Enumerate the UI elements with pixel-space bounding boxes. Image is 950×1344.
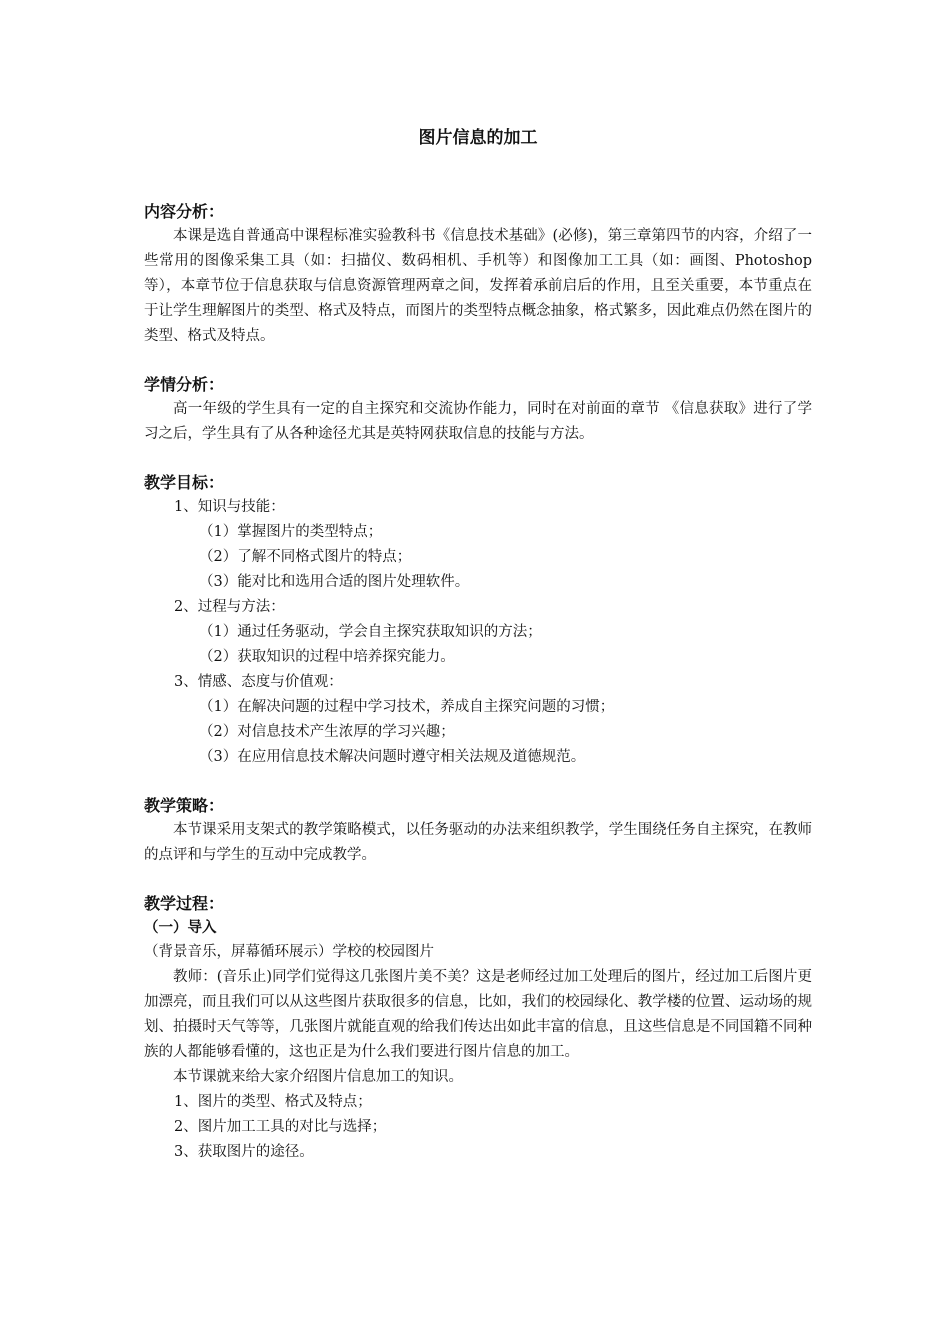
goal-item: 1、知识与技能： — [174, 499, 285, 515]
lesson-point: 3、获取图片的途径。 — [174, 1144, 314, 1160]
student-analysis-paragraph: 高一年级的学生具有一定的自主探究和交流协作能力，同时在对前面的章节 《信息获取》进行了学习之后，学生具有了从各种途径尤其是英特网获取信息的技能与方法。 — [144, 401, 812, 442]
goal-subitem: （3）在应用信息技术解决问题时遵守相关法规及道德规范。 — [199, 749, 586, 765]
teaching-strategy-paragraph: 本节课采用支架式的教学策略模式，以任务驱动的办法来组织教学，学生围绕任务自主探究，在教师的点评和与学生的互动中完成教学。 — [144, 822, 812, 863]
section-heading-student-analysis: 学情分析： — [144, 375, 225, 394]
content-analysis-paragraph: 本课是选自普通高中课程标准实验教科书《信息技术基础》(必修)，第三章第四节的内容，介绍了一些常用的图像采集工具（如：扫描仪、数码相机、手机等）和图像加工工具（如：画图、Photoshop 等），本章节位于信息获取与信息资源管理两章之间，发挥着承前启后的作用，且至关重要，本节重点在于让学生理解图片的类型、格式及特点，而图片的类型特点概念抽象，格式繁多，因此难点仍然在图片的类型、格式及特点。 — [144, 228, 812, 344]
goal-subitem: （2）获取知识的过程中培养探究能力。 — [199, 649, 455, 665]
section-heading-content-analysis: 内容分析： — [144, 202, 225, 221]
goal-subitem: （2）对信息技术产生浓厚的学习兴趣； — [199, 724, 455, 740]
goal-subitem: （2）了解不同格式图片的特点； — [199, 549, 412, 565]
goal-subitem: （1）通过任务驱动，学会自主探究获取知识的方法； — [199, 624, 542, 640]
lesson-point: 2、图片加工工具的对比与选择； — [174, 1119, 387, 1135]
process-background-note: （背景音乐，屏幕循环展示）学校的校园图片 — [144, 944, 434, 960]
section-heading-teaching-process: 教学过程： — [144, 894, 225, 913]
section-heading-teaching-strategy: 教学策略： — [144, 796, 225, 815]
teacher-speech-paragraph: 教师：(音乐止)同学们觉得这几张图片美不美？这是老师经过加工处理后的图片，经过加工后图片更加漂亮，而且我们可以从这些图片获取很多的信息，比如，我们的校园绿化、教学楼的位置、运动场的规划、拍摄时天气等等，几张图片就能直观的给我们传达出如此丰富的信息，且这些信息是不同国籍不同种族的人都能够看懂的，这也正是为什么我们要进行图片信息的加工。 — [144, 969, 812, 1060]
goal-item: 3、情感、态度与价值观： — [174, 674, 343, 690]
goal-subitem: （1）在解决问题的过程中学习技术，养成自主探究问题的习惯； — [199, 699, 615, 715]
goal-item: 2、过程与方法： — [174, 599, 285, 615]
document-body — [144, 126, 812, 1165]
goal-subitem: （3）能对比和选用合适的图片处理软件。 — [199, 574, 470, 590]
lesson-point: 1、图片的类型、格式及特点； — [174, 1094, 372, 1110]
document-title: 图片信息的加工 — [418, 128, 538, 148]
lesson-intro-paragraph: 本节课就来给大家介绍图片信息加工的知识。 — [173, 1069, 463, 1085]
process-subheading-intro: （一）导入 — [144, 920, 217, 936]
section-heading-teaching-goals: 教学目标： — [144, 473, 225, 492]
goal-subitem: （1）掌握图片的类型特点； — [199, 524, 383, 540]
